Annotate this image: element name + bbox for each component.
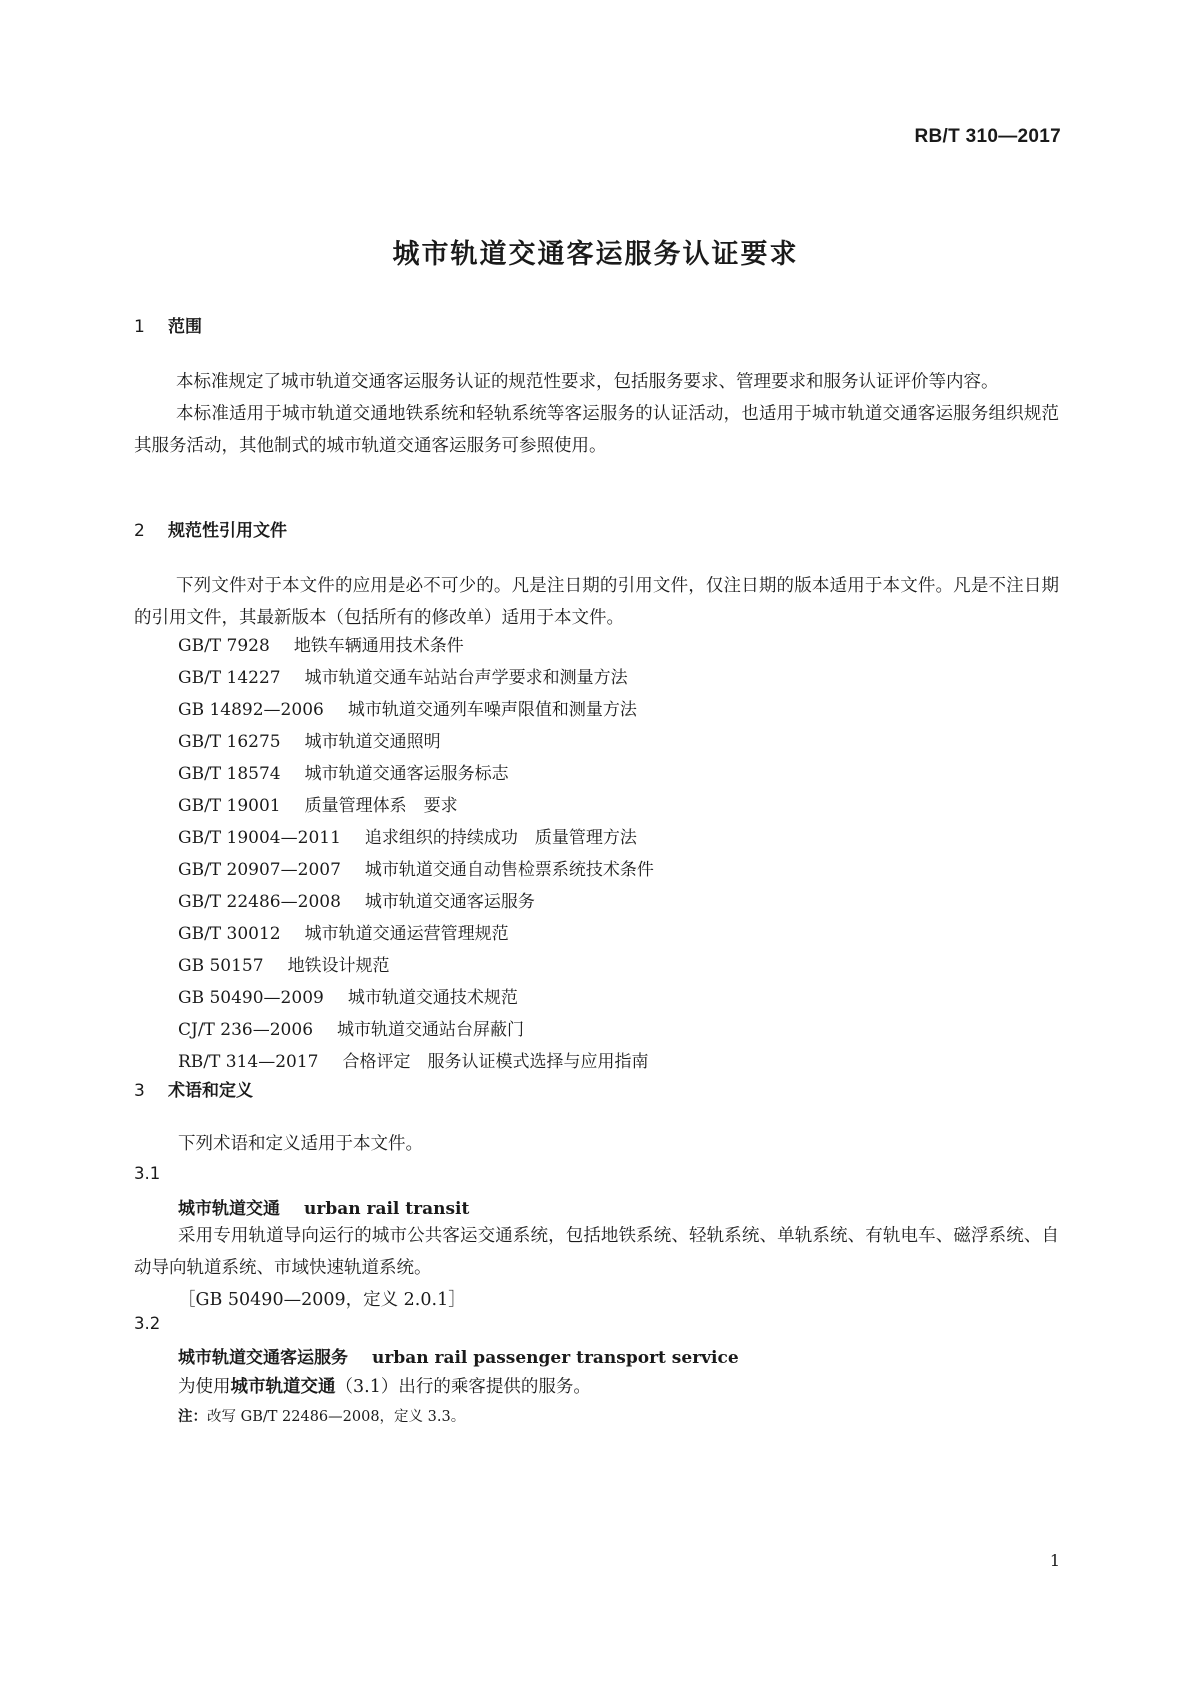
reference-title: 质量管理体系 要求 [304, 796, 458, 816]
reference-item [178, 726, 654, 758]
section-number: 1 [134, 317, 145, 337]
standard-code: RB/T 310—2017 [914, 126, 1061, 147]
clause-number: 3.2 [134, 1314, 161, 1333]
definition-term-ref: 城市轨道交通 [230, 1377, 336, 1397]
reference-item [178, 758, 654, 790]
reference-code: GB/T 20907—2007 [178, 860, 341, 880]
term-3-2 [178, 1343, 739, 1368]
reference-title: 城市轨道交通客运服务标志 [304, 764, 509, 784]
reference-item [178, 918, 654, 950]
reference-code: CJ/T 236—2006 [178, 1020, 314, 1040]
section-2-heading [134, 516, 287, 541]
term-zh: 城市轨道交通 [178, 1199, 280, 1219]
reference-code: GB/T 22486—2008 [178, 892, 341, 912]
note-text: 改写 GB/T 22486—2008，定义 3.3。 [207, 1409, 466, 1425]
reference-code: GB 14892—2006 [178, 700, 324, 720]
normative-refs-intro [134, 570, 1059, 634]
page-number: 1 [1049, 1551, 1060, 1570]
term-3-2-note [178, 1405, 465, 1426]
terms-intro: 下列术语和定义适用于本文件。 [178, 1134, 423, 1154]
reference-title: 城市轨道交通照明 [304, 732, 441, 752]
clause-number: 3.1 [134, 1164, 161, 1183]
reference-code: GB/T 16275 [178, 732, 281, 752]
reference-item [178, 1014, 654, 1046]
reference-code: GB/T 14227 [178, 668, 281, 688]
definition-text: 采用专用轨道导向运行的城市公共客运交通系统，包括地铁系统、轻轨系统、单轨系统、有轨电车、磁浮系统、自动导向轨道系统、市域快速轨道系统。 [134, 1226, 1059, 1278]
reference-code: GB/T 19001 [178, 796, 281, 816]
reference-code: GB/T 18574 [178, 764, 281, 784]
reference-item [178, 854, 654, 886]
reference-title: 城市轨道交通技术规范 [347, 988, 518, 1008]
reference-code: GB 50157 [178, 956, 264, 976]
paragraph: 本标准适用于城市轨道交通地铁系统和轻轨系统等客运服务的认证活动，也适用于城市轨道交通客运服务组织规范其服务活动，其他制式的城市轨道交通客运服务可参照使用。 [134, 404, 1059, 456]
reference-title: 合格评定 服务认证模式选择与应用指南 [342, 1052, 649, 1072]
section-title: 术语和定义 [168, 1081, 253, 1101]
document-title: 城市轨道交通客运服务认证要求 [392, 239, 799, 270]
reference-item [178, 790, 654, 822]
term-3-1-definition [134, 1220, 1059, 1284]
reference-title: 地铁车辆通用技术条件 [293, 636, 464, 656]
reference-list [178, 630, 654, 1078]
section-number: 3 [134, 1081, 145, 1101]
reference-item [178, 662, 654, 694]
section-number: 2 [134, 521, 145, 541]
section-1-heading [134, 312, 202, 337]
reference-item [178, 886, 654, 918]
reference-title: 地铁设计规范 [287, 956, 390, 976]
section-title: 规范性引用文件 [168, 521, 287, 541]
reference-code: GB/T 19004—2011 [178, 828, 341, 848]
note-label: 注： [178, 1409, 207, 1425]
term-3-1 [178, 1194, 469, 1219]
reference-code: GB/T 30012 [178, 924, 281, 944]
term-3-2-definition [178, 1373, 591, 1398]
term-zh: 城市轨道交通客运服务 [178, 1348, 348, 1368]
reference-title: 城市轨道交通车站站台声学要求和测量方法 [304, 668, 628, 688]
reference-item [178, 694, 654, 726]
reference-title: 城市轨道交通运营管理规范 [304, 924, 509, 944]
reference-item [178, 630, 654, 662]
reference-code: RB/T 314—2017 [178, 1052, 319, 1072]
term-3-1-source: ［GB 50490—2009，定义 2.0.1］ [178, 1290, 466, 1310]
section-3-heading [134, 1076, 253, 1101]
definition-prefix: 为使用 [178, 1377, 231, 1397]
paragraph: 本标准规定了城市轨道交通客运服务认证的规范性要求，包括服务要求、管理要求和服务认证评价等内容。 [176, 372, 999, 392]
reference-title: 追求组织的持续成功 质量管理方法 [364, 828, 637, 848]
paragraph: 下列文件对于本文件的应用是必不可少的。凡是注日期的引用文件，仅注日期的版本适用于本文件。凡是不注日期的引用文件，其最新版本（包括所有的修改单）适用于本文件。 [134, 576, 1059, 628]
reference-title: 城市轨道交通列车噪声限值和测量方法 [347, 700, 637, 720]
reference-item [178, 950, 654, 982]
reference-code: GB 50490—2009 [178, 988, 324, 1008]
definition-suffix: （3.1）出行的乘客提供的服务。 [335, 1377, 591, 1397]
reference-title: 城市轨道交通自动售检票系统技术条件 [364, 860, 654, 880]
term-en: urban rail transit [304, 1199, 470, 1219]
scope-body [134, 366, 1059, 462]
reference-item [178, 822, 654, 854]
reference-item [178, 982, 654, 1014]
reference-item [178, 1046, 654, 1078]
term-en: urban rail passenger transport service [372, 1348, 739, 1368]
section-title: 范围 [168, 317, 202, 337]
reference-title: 城市轨道交通客运服务 [364, 892, 535, 912]
reference-code: GB/T 7928 [178, 636, 270, 656]
reference-title: 城市轨道交通站台屏蔽门 [337, 1020, 525, 1040]
